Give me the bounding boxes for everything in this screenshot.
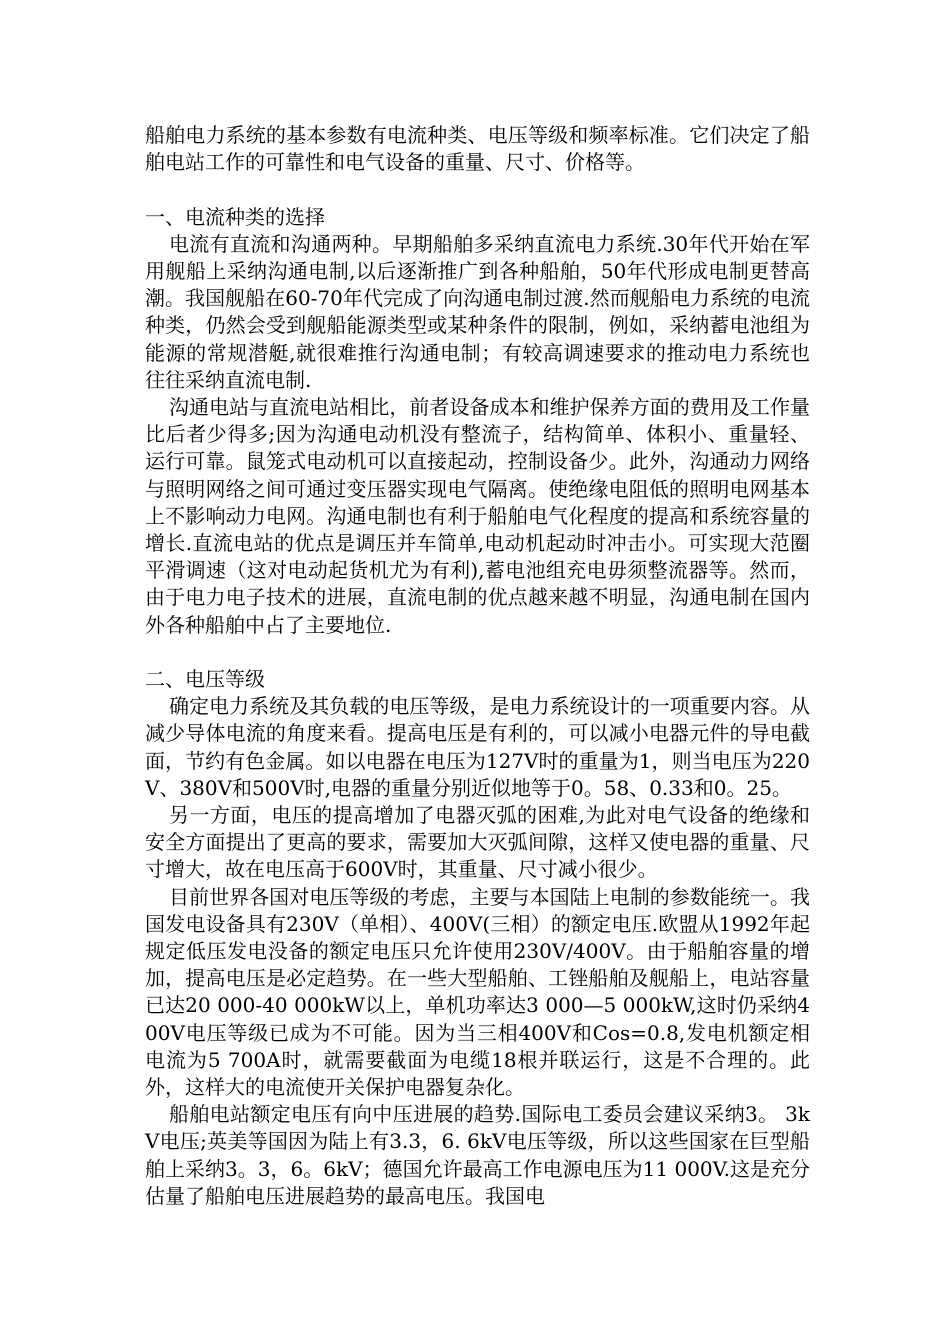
- body-paragraph: 船舶电站额定电压有向中压进展的趋势.国际电工委员会建议采纳3。 3kV电压;英美等国因为陆上有3.3，6. 6kV电压等级，所以这些国家在巨型船舶上采纳3。3，6。6kV；德国允许最高工作电源电压为11 000V.这是充分估量了船舶电压进展趋势的最高电压。我国电: [145, 1102, 810, 1208]
- section-heading-current-type: 一、电流种类的选择: [145, 204, 325, 229]
- body-paragraph: 沟通电站与直流电站相比，前者设备成本和维护保养方面的费用及工作量比后者少得多;因为沟通电动机没有整流子，结构简单、体积小、重量轻、运行可靠。鼠笼式电动机可以直接起动，控制设备少。此外，沟通动力网络与照明网络之间可通过变压器实现电气隔离。使绝缘电阻低的照明电网基本上不影响动力电网。沟通电制也有利于船舶电气化程度的提高和系统容量的增长.直流电站的优点是调压并车简单,电动机起动时冲击小。可实现大范圈平滑调速（这对电动起货机尤为有利),蓄电池组充电毋须整流器等。然而，由于电力电子技术的进展，直流电制的优点越来越不明显，沟通电制在国内外各种船舶中占了主要地位.: [145, 395, 810, 637]
- section-heading-voltage-level: 二、电压等级: [145, 667, 265, 692]
- document-page: [145, 122, 810, 1210]
- body-paragraph: 另一方面，电压的提高增加了电器灭弧的困难,为此对电气设备的绝缘和安全方面提出了更高的要求，需要加大灭弧间隙，这样又使电器的重量、尺寸增大，故在电压高于600V时，其重量、尺寸减小很少。: [145, 803, 810, 882]
- body-paragraph: 确定电力系统及其负载的电压等级，是电力系统设计的一项重要内容。从减少导体电流的角度来看。提高电压是有利的，可以减小电器元件的导电截面，节约有色金属。如以电器在电压为127V时的重量为1，则当电压为220V、380V和500V时,电器的重量分别近似地等于0。58、0.33和0。25。: [145, 694, 810, 800]
- spacer: [145, 176, 810, 203]
- body-paragraph: 电流有直流和沟通两种。早期船舶多采纳直流电力系统.30年代开始在军用舰船上采纳沟通电制,以后逐渐推广到各种船舶，50年代形成电制更替高潮。我国舰船在60-70年代完成了向沟通电制过渡.然而舰船电力系统的电流种类，仍然会受到舰船能源类型或某种条件的限制，例如，采纳蓄电池组为能源的常规潜艇,就很难推行沟通电制；有较高调速要求的推动电力系统也往往采纳直流电制.: [145, 231, 810, 392]
- spacer: [145, 639, 810, 666]
- intro-paragraph: 船舶电力系统的基本参数有电流种类、电压等级和频率标准。它们决定了船舶电站工作的可靠性和电气设备的重量、尺寸、价格等。: [145, 123, 810, 175]
- body-paragraph: 目前世界各国对电压等级的考虑，主要与本国陆上电制的参数能统一。我国发电设备具有230V（单相）、400V(三相）的额定电压.欧盟从1992年起规定低压发电没备的额定电压只允许使用230V/400V。由于船舶容量的增加，提高电压是必定趋势。在一些大型船舶、工锉船舶及舰船上，电站容量已达20 000-40 000kW以上，单机功率达3 000—5 000kW,这时仍采纳400V电压等级已成为不可能。因为当三相400V和Cos=0.8,发电机额定相电流为5 700A时，就需要截面为电缆18根并联运行，这是不合理的。此外，这样大的电流使开关保护电器复杂化。: [145, 884, 810, 1100]
